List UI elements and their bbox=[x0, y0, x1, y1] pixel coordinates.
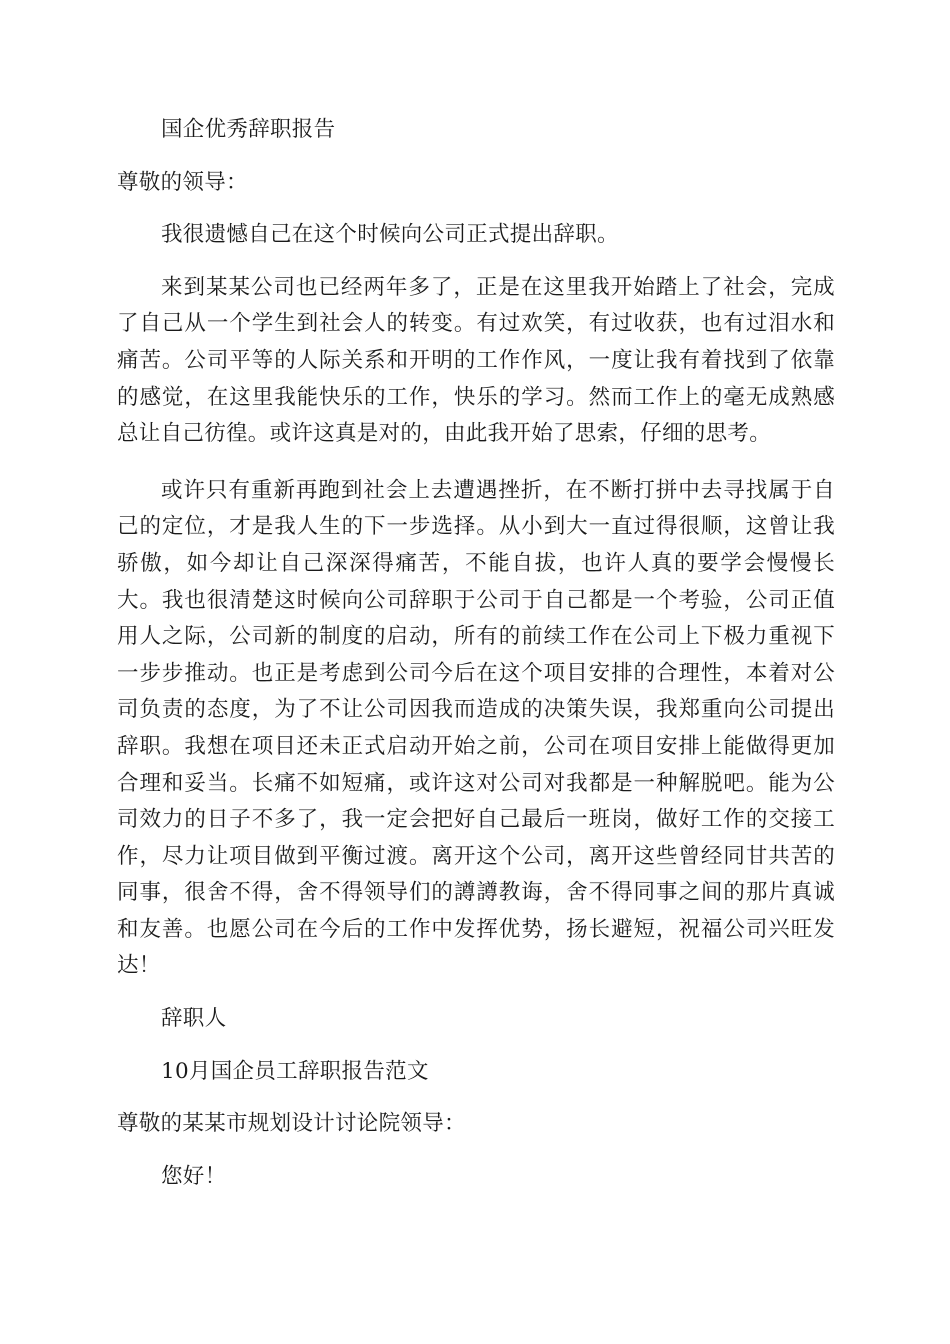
paragraph-2: 来到某某公司也已经两年多了，正是在这里我开始踏上了社会，完成了自己从一个学生到社会人的转变。有过欢笑，有过收获，也有过泪水和痛苦。公司平等的人际关系和开明的工作作风，一度让我有着找到了依靠的感觉，在这里我能快乐的工作，快乐的学习。然而工作上的毫无成熟感总让自己彷徨。或许这真是对的，由此我开始了思索，仔细的思考。 bbox=[117, 274, 835, 447]
paragraph-1: 我很遗憾自己在这个时候向公司正式提出辞职。 bbox=[161, 222, 619, 248]
second-salutation: 尊敬的某某市规划设计讨论院领导： bbox=[117, 1111, 466, 1137]
greeting: 您好！ bbox=[161, 1163, 227, 1189]
second-document-title: 10月国企员工辞职报告范文 bbox=[161, 1058, 429, 1084]
paragraph-3: 或许只有重新再跑到社会上去遭遇挫折，在不断打拼中去寻找属于自己的定位，才是我人生的下一步选择。从小到大一直过得很顺，这曾让我骄傲，如今却让自己深深得痛苦，不能自拔，也许人真的要学会慢慢长大。我也很清楚这时候向公司辞职于公司于自己都是一个考验，公司正值用人之际，公司新的制度的启动，所有的前续工作在公司上下极力重视下一步步推动。也正是考虑到公司今后在这个项目安排的合理性，本着对公司负责的态度，为了不让公司因我而造成的决策失误，我郑重向公司提出辞职。我想在项目还未正式启动开始之前，公司在项目安排上能做得更加合理和妥当。长痛不如短痛，或许这对公司对我都是一种解脱吧。能为公司效力的日子不多了，我一定会把好自己最后一班岗，做好工作的交接工作，尽力让项目做到平衡过渡。离开这个公司，离开这些曾经同甘共苦的同事，很舍不得，舍不得领导们的譐譐教诲，舍不得同事之间的那片真诚和友善。也愿公司在今后的工作中发挥优势，扬长避短，祝福公司兴旺发达！ bbox=[117, 477, 835, 979]
document-page bbox=[117, 112, 835, 1195]
signature: 辞职人 bbox=[161, 1006, 227, 1032]
document-title: 国企优秀辞职报告 bbox=[161, 117, 336, 142]
salutation: 尊敬的领导： bbox=[117, 169, 248, 195]
